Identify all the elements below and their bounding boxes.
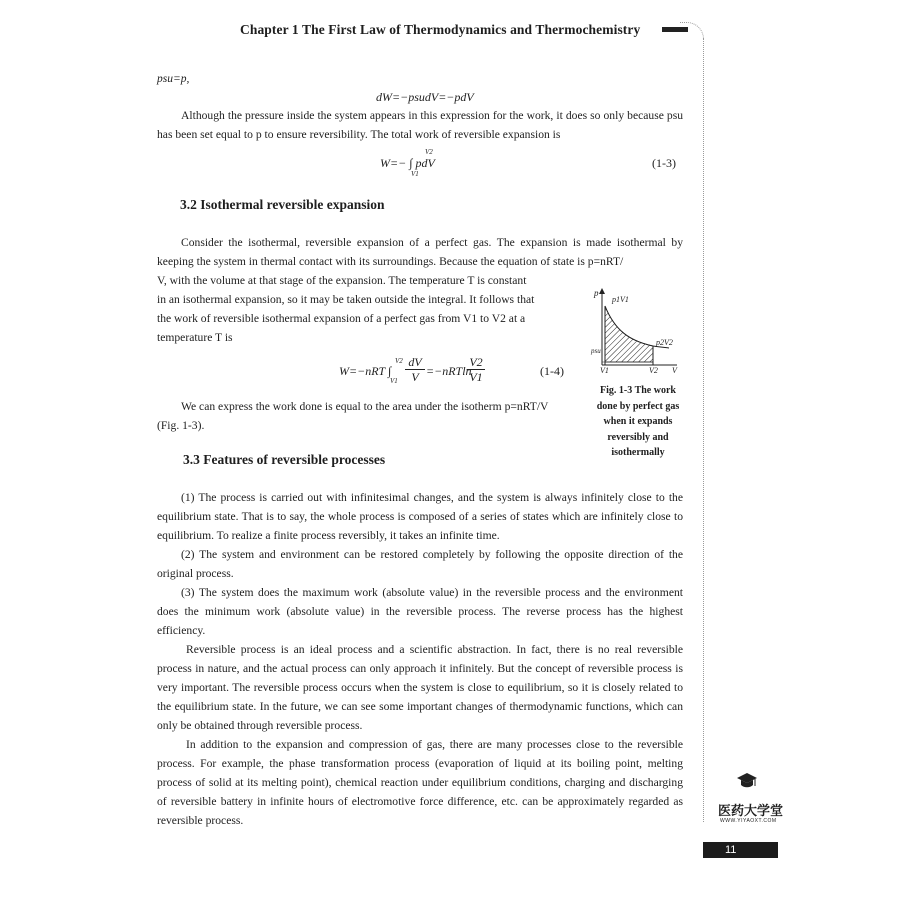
section-3-2-heading: 3.2 Isothermal reversible expansion — [180, 197, 385, 212]
shaded-work-area — [605, 306, 653, 362]
feature-item-2: (2) The system and environment can be restored completely by following the opposite direction of the original process. — [157, 548, 683, 580]
figure-label-p: p — [594, 288, 599, 298]
equation-number-1-4: (1-4) — [540, 364, 564, 378]
total-work-equation: W=− ∫ pdV — [380, 156, 435, 170]
figure-label-v: V — [672, 366, 677, 375]
figure-label-v1: V1 — [600, 366, 609, 375]
caption-line: Fig. 1-3 The work — [600, 385, 676, 396]
intro-paragraph: Although the pressure inside the system appears in this expression for the work, it does so only because psu has been set equal to p to ensure reversibility. The total work of reversible expansion is — [157, 109, 683, 141]
eq-1-4-lower-limit: V1 — [390, 377, 398, 385]
eq-1-4-upper-limit: V2 — [395, 357, 403, 365]
running-header: Chapter 1 The First Law of Thermodynamics and Thermochemistry — [240, 22, 641, 37]
page-edge-corner — [680, 22, 704, 39]
work-equation: dW=−psudV=−pdV — [376, 90, 474, 104]
eq-1-4-frac-den: V — [411, 370, 419, 384]
section-3-2-para2-line2: (Fig. 1-3). — [157, 419, 205, 432]
ideal-process-paragraph: Reversible process is an ideal process and a scientific abstraction. In fact, there is no real reversible process in nature, and the actual process can only approach it infinitely. But the concept of reversible process is very important. The reversible process occurs when the system is close to equilibrium, so it is closely related to the equilibrium state. In the future, we can see some important changes of thermodynamic functions, which can only be obtained through reversible process. — [157, 643, 683, 732]
section-3-2-line3: the work of reversible isothermal expansion of a perfect gas from V1 to V2 at a — [157, 312, 526, 325]
section-3-2-para2-line1: We can express the work done is equal to the area under the isotherm p=nRT/V — [181, 400, 549, 413]
section-3-2-line1: V, with the volume at that stage of the expansion. The temperature T is constant — [157, 274, 527, 287]
page-edge-line — [703, 38, 704, 822]
figure-label-p2v2: p2V2 — [656, 338, 673, 347]
section-3-2-line2: in an isothermal expansion, so it may be taken outside the integral. It follows that — [157, 293, 535, 306]
feature-item-3: (3) The system does the maximum work (absolute value) in the reversible process and the environment does the minimum work (absolute value) in the reversible process. The reverse process has the highest efficiency. — [157, 586, 683, 637]
logo-text: 医药大学堂 — [718, 803, 784, 818]
eq-1-4-mid: =−nRTln — [426, 364, 472, 378]
figure-caption — [578, 383, 698, 461]
eq-1-4-ratio-den: V1 — [469, 370, 483, 384]
caption-line: isothermally — [611, 447, 665, 458]
page-number: 11 — [703, 842, 778, 858]
p-axis-arrow — [599, 288, 605, 294]
pressure-condition: psu=p, — [157, 73, 190, 85]
section-3-2-line4: temperature T is — [157, 331, 233, 344]
feature-item-1: (1) The process is carried out with infinitesimal changes, and the system is always infinitely close to the equilibrium state. That is to say, the whole process is composed of a series of states which are infinitely close to equilibrium. To realize a finite process reversibly, it takes an infinite time. — [157, 491, 683, 542]
graduation-cap-icon — [736, 772, 758, 792]
eq-1-4-frac-num: dV — [405, 356, 425, 370]
eq-1-4-lhs: W=−nRT ∫ — [339, 364, 392, 378]
section-3-3-heading: 3.3 Features of reversible processes — [183, 452, 386, 467]
examples-paragraph: In addition to the expansion and compression of gas, there are many processes close to the reversible process. For example, the phase transformation process (evaporation of liquid at its boiling point, melting process of solid at its melting point), chemical reaction under equilibrium conditions, charging and discharging of reversible battery in infinite hours of electromotive force difference, etc. can be approximately regarded as reversible process. — [157, 738, 683, 827]
figure-label-v2: V2 — [649, 366, 658, 375]
figure-label-p1v1: p1V1 — [612, 295, 629, 304]
total-work-upper-limit: V2 — [425, 148, 433, 156]
figure-label-psu: psu — [591, 347, 601, 355]
logo-url: WWW.YIYAOXT.COM — [720, 818, 777, 824]
equation-number-1-3: (1-3) — [652, 156, 676, 170]
total-work-lower-limit: V1 — [411, 170, 419, 178]
section-3-2-para1: Consider the isothermal, reversible expansion of a perfect gas. The expansion is made isothermal by keeping the system in thermal contact with its surroundings. Because the equation of state is p=nRT/ — [157, 236, 683, 268]
caption-line: reversibly and — [607, 431, 669, 443]
eq-1-4-ratio-num: V2 — [467, 356, 485, 370]
isotherm-figure — [585, 285, 695, 377]
caption-line: when it expands — [603, 416, 673, 427]
caption-line: done by perfect gas — [596, 400, 680, 412]
